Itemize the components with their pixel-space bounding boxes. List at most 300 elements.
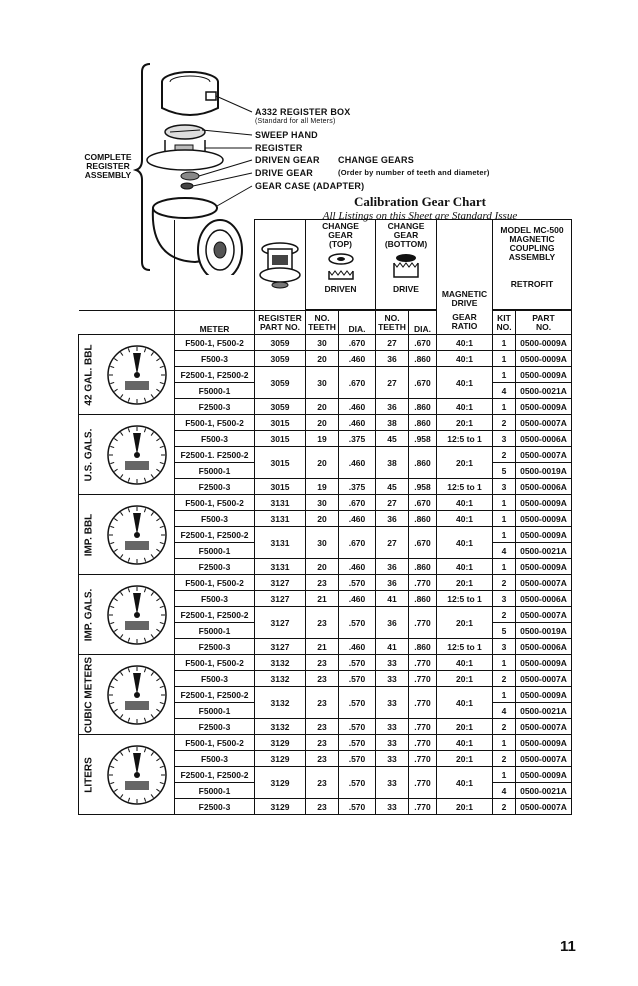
bottom-teeth-cell: 33 [376, 751, 409, 767]
part-cell: 0500-0009A [516, 559, 572, 575]
header-text: GEAR [328, 230, 353, 240]
kit-cell: 1 [493, 351, 516, 367]
bottom-teeth-cell: 36 [376, 607, 409, 639]
blank-corner [175, 220, 255, 311]
top-teeth-cell: 19 [306, 479, 339, 495]
bottom-dia-cell: .770 [409, 767, 437, 799]
register-dial-icon [105, 663, 169, 727]
register-part-cell: 3127 [255, 639, 306, 655]
bottom-dia-cell: .860 [409, 559, 437, 575]
part-cell: 0500-0007A [516, 671, 572, 687]
part-cell: 0500-0009A [516, 767, 572, 783]
ratio-cell: 40:1 [437, 511, 493, 527]
ratio-cell: 20:1 [437, 447, 493, 479]
register-part-cell: 3131 [255, 527, 306, 559]
header-cell-magnetic-drive [437, 220, 493, 310]
part-cell: 0500-0007A [516, 575, 572, 591]
ratio-cell: 40:1 [437, 367, 493, 399]
meter-cell: F500-3 [175, 591, 255, 607]
meter-cell: F5000-1 [175, 623, 255, 639]
register-part-cell: 3132 [255, 655, 306, 671]
kit-cell: 1 [493, 511, 516, 527]
meter-cell: F2500-3 [175, 479, 255, 495]
kit-cell: 1 [493, 335, 516, 351]
top-teeth-cell: 20 [306, 415, 339, 431]
meter-cell: F500-1, F500-2 [175, 335, 255, 351]
kit-cell: 1 [493, 399, 516, 415]
header-text: (BOTTOM) [384, 239, 428, 249]
unit-group-label: CUBIC METERS [83, 656, 95, 733]
column-header-part: PART NO. [516, 311, 572, 335]
top-dia-cell: .670 [339, 367, 376, 399]
top-teeth-cell: 20 [306, 399, 339, 415]
part-cell: 0500-0007A [516, 607, 572, 623]
part-cell: 0500-0009A [516, 351, 572, 367]
column-header-register: REGISTER PART NO. [255, 311, 306, 335]
bottom-dia-cell: .770 [409, 719, 437, 735]
register-part-cell: 3129 [255, 735, 306, 751]
part-cell: 0500-0009A [516, 495, 572, 511]
header-text: CHANGE [322, 221, 359, 231]
unit-group-cell [79, 335, 175, 415]
top-dia-cell: .570 [339, 607, 376, 639]
part-cell: 0500-0009A [516, 527, 572, 543]
top-teeth-cell: 23 [306, 735, 339, 751]
change-gears-label: CHANGE GEARS [338, 155, 414, 165]
kit-cell: 2 [493, 447, 516, 463]
bottom-teeth-cell: 27 [376, 495, 409, 511]
register-part-cell: 3127 [255, 591, 306, 607]
ratio-cell: 20:1 [437, 575, 493, 591]
part-label-drive-gear: DRIVE GEAR [255, 168, 314, 178]
register-part-cell: 3127 [255, 607, 306, 639]
column-header-ratio: GEAR RATIO [437, 311, 493, 335]
header-cell-model [493, 220, 572, 310]
ratio-cell: 40:1 [437, 351, 493, 367]
part-cell: 0500-0009A [516, 655, 572, 671]
meter-cell: F500-3 [175, 431, 255, 447]
bottom-teeth-cell: 36 [376, 559, 409, 575]
bottom-teeth-cell: 41 [376, 591, 409, 607]
top-teeth-cell: 30 [306, 495, 339, 511]
bottom-teeth-cell: 45 [376, 479, 409, 495]
bottom-dia-cell: .860 [409, 399, 437, 415]
bottom-dia-cell: .670 [409, 495, 437, 511]
kit-cell: 4 [493, 703, 516, 719]
top-teeth-cell: 30 [306, 335, 339, 351]
bottom-teeth-cell: 36 [376, 511, 409, 527]
kit-cell: 2 [493, 751, 516, 767]
chart-title: Calibration Gear Chart [354, 194, 486, 209]
assembly-label-line: REGISTER [86, 161, 130, 171]
ratio-cell: 40:1 [437, 495, 493, 511]
ratio-cell: 20:1 [437, 607, 493, 639]
header-text: DRIVE [451, 297, 478, 308]
top-dia-cell: .460 [339, 511, 376, 527]
part-label-gear-case: GEAR CASE (ADAPTER) [255, 181, 365, 191]
meter-cell: F500-1, F500-2 [175, 735, 255, 751]
top-dia-cell: .570 [339, 767, 376, 799]
register-part-cell: 3015 [255, 479, 306, 495]
ratio-cell: 20:1 [437, 671, 493, 687]
meter-cell: F2500-1, F2500-2 [175, 527, 255, 543]
register-part-cell: 3129 [255, 767, 306, 799]
header-text: COUPLING [509, 243, 555, 253]
kit-cell: 2 [493, 607, 516, 623]
top-dia-cell: .570 [339, 735, 376, 751]
meter-cell: F500-3 [175, 671, 255, 687]
bottom-dia-cell: .860 [409, 351, 437, 367]
top-teeth-cell: 20 [306, 559, 339, 575]
bottom-dia-cell: .670 [409, 335, 437, 351]
register-part-cell: 3015 [255, 415, 306, 431]
calibration-gear-table [78, 219, 572, 815]
meter-cell: F5000-1 [175, 383, 255, 399]
kit-cell: 3 [493, 639, 516, 655]
part-cell: 0500-0006A [516, 639, 572, 655]
bottom-dia-cell: .958 [409, 479, 437, 495]
unit-group-label: IMP. BBL [83, 513, 95, 556]
register-part-cell: 3059 [255, 399, 306, 415]
part-cell: 0500-0021A [516, 783, 572, 799]
ratio-cell: 20:1 [437, 751, 493, 767]
page-number: 11 [560, 938, 576, 955]
column-header-bottom-dia: DIA. [409, 311, 437, 335]
ratio-cell: 12:5 to 1 [437, 639, 493, 655]
top-dia-cell: .670 [339, 495, 376, 511]
chart-subtitle: All Listings on this Sheet are Standard Issue [322, 210, 518, 222]
meter-cell: F5000-1 [175, 463, 255, 479]
part-cell: 0500-0009A [516, 367, 572, 383]
top-teeth-cell: 19 [306, 431, 339, 447]
top-teeth-cell: 30 [306, 367, 339, 399]
top-teeth-cell: 30 [306, 527, 339, 559]
kit-cell: 2 [493, 671, 516, 687]
part-label-driven-gear: DRIVEN GEAR [255, 155, 320, 165]
top-dia-cell: .460 [339, 639, 376, 655]
table-row [79, 415, 572, 431]
bottom-teeth-cell: 33 [376, 799, 409, 815]
part-label-register-box: A332 REGISTER BOX [255, 107, 351, 117]
ratio-cell: 40:1 [437, 655, 493, 671]
register-part-cell: 3059 [255, 351, 306, 367]
header-row-columns [79, 311, 572, 335]
blank-corner [79, 220, 175, 311]
kit-cell: 4 [493, 783, 516, 799]
header-text: MODEL MC-500 [500, 225, 564, 235]
meter-cell: F2500-3 [175, 399, 255, 415]
top-dia-cell: .570 [339, 687, 376, 719]
unit-group-label: 42 GAL. BBL [83, 343, 95, 406]
chart-title-block [300, 194, 540, 222]
kit-cell: 5 [493, 463, 516, 479]
kit-cell: 1 [493, 495, 516, 511]
meter-cell: F2500-3 [175, 719, 255, 735]
kit-cell: 1 [493, 367, 516, 383]
ratio-cell: 12:5 to 1 [437, 431, 493, 447]
register-part-cell: 3132 [255, 719, 306, 735]
kit-cell: 2 [493, 719, 516, 735]
column-header-kit: KIT NO. [493, 311, 516, 335]
top-teeth-cell: 23 [306, 655, 339, 671]
meter-cell: F500-1, F500-2 [175, 575, 255, 591]
bottom-teeth-cell: 33 [376, 655, 409, 671]
meter-cell: F5000-1 [175, 703, 255, 719]
top-teeth-cell: 23 [306, 751, 339, 767]
top-dia-cell: .570 [339, 655, 376, 671]
kit-cell: 4 [493, 543, 516, 559]
assembly-label [78, 153, 138, 180]
part-label-sweep-hand: SWEEP HAND [255, 130, 318, 140]
register-part-cell: 3015 [255, 447, 306, 479]
register-part-cell: 3127 [255, 575, 306, 591]
top-teeth-cell: 23 [306, 607, 339, 639]
bottom-teeth-cell: 33 [376, 671, 409, 687]
header-cell-change-gear-top [306, 220, 376, 310]
table-row [79, 735, 572, 751]
ratio-cell: 40:1 [437, 399, 493, 415]
part-cell: 0500-0007A [516, 719, 572, 735]
register-part-cell: 3129 [255, 751, 306, 767]
bottom-dia-cell: .770 [409, 607, 437, 639]
meter-cell: F500-1, F500-2 [175, 415, 255, 431]
column-header-meter: METER [175, 311, 255, 335]
part-cell: 0500-0019A [516, 463, 572, 479]
top-dia-cell: .460 [339, 399, 376, 415]
part-label-register: REGISTER [255, 143, 303, 153]
bottom-teeth-cell: 33 [376, 687, 409, 719]
kit-cell: 2 [493, 799, 516, 815]
part-cell: 0500-0007A [516, 447, 572, 463]
bottom-teeth-cell: 33 [376, 767, 409, 799]
unit-group-label: LITERS [83, 756, 95, 793]
top-teeth-cell: 21 [306, 591, 339, 607]
part-cell: 0500-0007A [516, 799, 572, 815]
register-dial-icon [105, 503, 169, 567]
top-dia-cell: .670 [339, 335, 376, 351]
column-header-bottom-teeth: NO. TEETH [376, 311, 409, 335]
bottom-dia-cell: .860 [409, 447, 437, 479]
header-text: DRIVE [393, 284, 419, 294]
top-teeth-cell: 20 [306, 511, 339, 527]
kit-cell: 1 [493, 767, 516, 783]
meter-cell: F2500-3 [175, 799, 255, 815]
bottom-dia-cell: .860 [409, 415, 437, 431]
top-dia-cell: .570 [339, 575, 376, 591]
kit-cell: 1 [493, 559, 516, 575]
register-part-cell: 3129 [255, 799, 306, 815]
kit-cell: 1 [493, 655, 516, 671]
unit-group-label: IMP. GALS. [83, 588, 95, 641]
bottom-dia-cell: .860 [409, 511, 437, 527]
table-row [79, 655, 572, 671]
kit-cell: 2 [493, 575, 516, 591]
ratio-cell: 40:1 [437, 687, 493, 719]
part-cell: 0500-0009A [516, 511, 572, 527]
top-teeth-cell: 21 [306, 639, 339, 655]
meter-cell: F500-3 [175, 511, 255, 527]
register-dial-icon [105, 423, 169, 487]
bottom-dia-cell: .770 [409, 671, 437, 687]
bottom-teeth-cell: 41 [376, 639, 409, 655]
bottom-teeth-cell: 27 [376, 335, 409, 351]
top-teeth-cell: 23 [306, 671, 339, 687]
meter-cell: F500-1, F500-2 [175, 655, 255, 671]
unit-group-cell [79, 575, 175, 655]
register-icon [258, 235, 302, 295]
assembly-label-line: ASSEMBLY [84, 170, 132, 180]
bottom-teeth-cell: 27 [376, 527, 409, 559]
header-cell-register-image [255, 220, 306, 311]
bottom-teeth-cell: 27 [376, 367, 409, 399]
bottom-teeth-cell: 36 [376, 399, 409, 415]
top-teeth-cell: 23 [306, 687, 339, 719]
meter-cell: F500-1, F500-2 [175, 495, 255, 511]
bottom-teeth-cell: 38 [376, 447, 409, 479]
top-dia-cell: .570 [339, 799, 376, 815]
bottom-dia-cell: .670 [409, 367, 437, 399]
ratio-cell: 12:5 to 1 [437, 479, 493, 495]
meter-cell: F2500-1, F2500-2 [175, 767, 255, 783]
bottom-dia-cell: .770 [409, 799, 437, 815]
top-teeth-cell: 20 [306, 351, 339, 367]
part-cell: 0500-0021A [516, 383, 572, 399]
header-text: CHANGE [387, 221, 425, 231]
ratio-cell: 20:1 [437, 719, 493, 735]
register-part-cell: 3132 [255, 687, 306, 719]
kit-cell: 1 [493, 527, 516, 543]
unit-group-label: U.S. GALS. [83, 428, 95, 481]
top-dia-cell: .460 [339, 559, 376, 575]
unit-group-cell [79, 415, 175, 495]
unit-group-cell [79, 655, 175, 735]
unit-group-cell [79, 735, 175, 815]
header-text: MAGNETIC [509, 234, 555, 244]
kit-cell: 5 [493, 623, 516, 639]
assembly-label-line: COMPLETE [84, 152, 132, 162]
header-text: (TOP) [329, 239, 352, 249]
part-cell: 0500-0009A [516, 735, 572, 751]
kit-cell: 4 [493, 383, 516, 399]
top-dia-cell: .460 [339, 415, 376, 431]
top-teeth-cell: 23 [306, 719, 339, 735]
part-cell: 0500-0009A [516, 687, 572, 703]
ratio-cell: 40:1 [437, 735, 493, 751]
header-text: DRIVEN [324, 284, 357, 294]
part-cell: 0500-0006A [516, 591, 572, 607]
register-part-cell: 3015 [255, 431, 306, 447]
meter-cell: F2500-3 [175, 639, 255, 655]
table-row [79, 335, 572, 351]
meter-cell: F2500-1, F2500-2 [175, 687, 255, 703]
bottom-dia-cell: .770 [409, 735, 437, 751]
register-part-cell: 3059 [255, 367, 306, 399]
bottom-dia-cell: .860 [409, 591, 437, 607]
unit-group-cell [79, 495, 175, 575]
register-part-cell: 3059 [255, 335, 306, 351]
top-dia-cell: .670 [339, 527, 376, 559]
kit-cell: 1 [493, 687, 516, 703]
top-dia-cell: .460 [339, 591, 376, 607]
header-row-graphics [79, 220, 572, 310]
part-cell: 0500-0007A [516, 415, 572, 431]
table-row [79, 495, 572, 511]
ratio-cell: 20:1 [437, 799, 493, 815]
part-note-register-box: (Standard for all Meters) [255, 118, 336, 125]
kit-cell: 2 [493, 415, 516, 431]
bottom-dia-cell: .860 [409, 639, 437, 655]
register-part-cell: 3131 [255, 559, 306, 575]
part-cell: 0500-0006A [516, 431, 572, 447]
bottom-teeth-cell: 36 [376, 351, 409, 367]
blank-cell [79, 311, 175, 335]
meter-cell: F2500-1, F2500-2 [175, 367, 255, 383]
bottom-dia-cell: .770 [409, 751, 437, 767]
bottom-dia-cell: .958 [409, 431, 437, 447]
top-teeth-cell: 20 [306, 447, 339, 479]
ratio-cell: 12:5 to 1 [437, 591, 493, 607]
part-cell: 0500-0021A [516, 543, 572, 559]
top-dia-cell: .570 [339, 719, 376, 735]
bottom-dia-cell: .770 [409, 687, 437, 719]
top-dia-cell: .375 [339, 479, 376, 495]
meter-cell: F2500-1. F2500-2 [175, 447, 255, 463]
bottom-dia-cell: .770 [409, 575, 437, 591]
header-text: MAGNETIC [441, 288, 488, 299]
meter-cell: F5000-1 [175, 543, 255, 559]
bottom-dia-cell: .770 [409, 655, 437, 671]
register-part-cell: 3131 [255, 495, 306, 511]
ratio-cell: 20:1 [437, 415, 493, 431]
register-dial-icon [105, 583, 169, 647]
meter-cell: F5000-1 [175, 783, 255, 799]
top-teeth-cell: 23 [306, 799, 339, 815]
header-text: RETROFIT [510, 279, 554, 289]
part-cell: 0500-0021A [516, 703, 572, 719]
meter-cell: F2500-1, F2500-2 [175, 607, 255, 623]
part-cell: 0500-0009A [516, 335, 572, 351]
column-header-top-dia: DIA. [339, 311, 376, 335]
header-text: GEAR [393, 230, 419, 240]
ratio-cell: 40:1 [437, 335, 493, 351]
top-teeth-cell: 23 [306, 767, 339, 799]
meter-cell: F500-3 [175, 751, 255, 767]
register-part-cell: 3132 [255, 671, 306, 687]
register-dial-icon [105, 743, 169, 807]
driven-gear-icon [324, 249, 358, 285]
part-cell: 0500-0019A [516, 623, 572, 639]
bottom-teeth-cell: 33 [376, 719, 409, 735]
top-teeth-cell: 23 [306, 575, 339, 591]
part-cell: 0500-0006A [516, 479, 572, 495]
kit-cell: 3 [493, 431, 516, 447]
meter-cell: F500-3 [175, 351, 255, 367]
bottom-teeth-cell: 38 [376, 415, 409, 431]
drive-gear-icon [389, 249, 423, 285]
top-dia-cell: .460 [339, 351, 376, 367]
bottom-teeth-cell: 45 [376, 431, 409, 447]
header-cell-change-gear-bottom [376, 220, 437, 310]
part-cell: 0500-0007A [516, 751, 572, 767]
ratio-cell: 40:1 [437, 559, 493, 575]
top-dia-cell: .570 [339, 671, 376, 687]
part-cell: 0500-0009A [516, 399, 572, 415]
ratio-cell: 40:1 [437, 767, 493, 799]
column-header-top-teeth: NO. TEETH [306, 311, 339, 335]
meter-cell: F2500-3 [175, 559, 255, 575]
top-dia-cell: .460 [339, 447, 376, 479]
ratio-cell: 40:1 [437, 527, 493, 559]
